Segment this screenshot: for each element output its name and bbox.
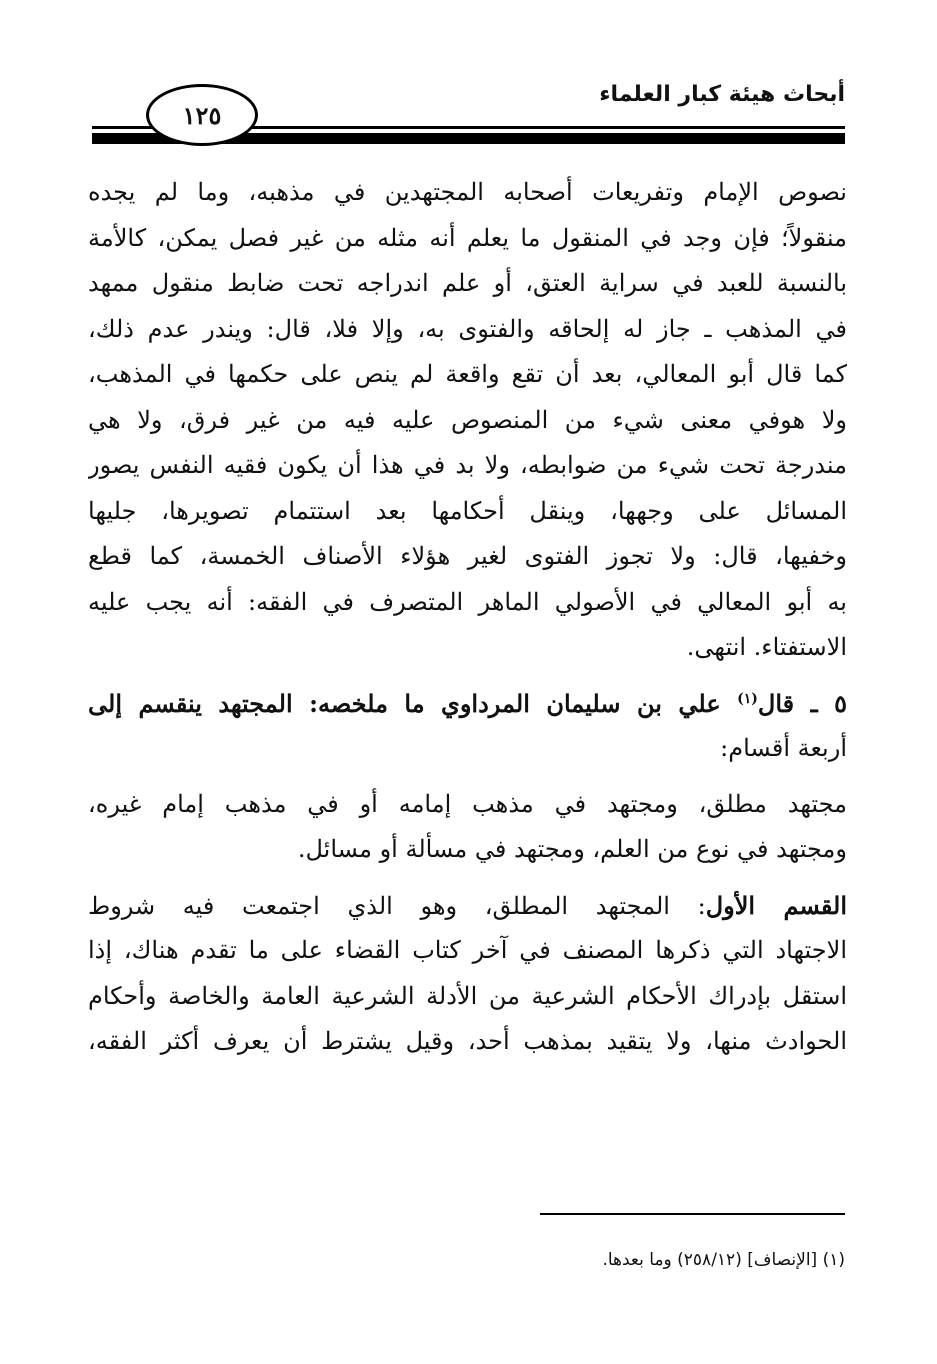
text-line: وخفيها، قال: ولا تجوز الفتوى لغير هؤلاء الأصناف الخمسة، كما قطع — [88, 542, 847, 570]
text-line: نصوص الإمام وتفريعات أصحابه المجتهدين في مذهبه، وما لم يجده — [88, 178, 847, 206]
paragraph-1 — [88, 170, 847, 671]
text-line: الحوادث منها، ولا يتقيد بمذهب أحد، وقيل يشترط أن يعرف أكثر الفقه، — [88, 1027, 847, 1055]
text-line: الاستفتاء. انتهى. — [686, 633, 847, 661]
footnote-ref: (١) — [737, 690, 758, 707]
text-line — [88, 681, 847, 727]
text-line: منقولاً؛ فإن وجد في المنقول ما يعلم أنه مثله من غير فصل يمكن، كالأمة — [88, 223, 847, 252]
text-line: أربعة أقسام: — [720, 734, 847, 762]
section-number: ٥ ـ قال — [757, 688, 847, 718]
paragraph-3 — [88, 782, 847, 873]
footnote-rule — [540, 1213, 845, 1215]
paragraph-4 — [88, 883, 847, 1065]
section-lead-rest: : المجتهد المطلق، وهو الذي اجتمعت فيه شروط — [88, 891, 706, 920]
text-line: بالنسبة للعبد في سراية العتق، أو علم اندراجه تحت ضابط منقول ممهد — [88, 269, 847, 297]
text-line: في المذهب ـ جاز له إلحاقه والفتوى به، وإلا فلا، قال: ويندر عدم ذلك، — [88, 314, 847, 343]
text-line: مندرجة تحت شيء من ضوابطه، ولا بد في هذا أن يكون فقيه النفس يصور — [88, 451, 847, 479]
text-line: ولا هوفي معنى شيء من المنصوص عليه فيه من غير فرق، ولا هي — [88, 405, 847, 434]
footnote: (١) [الإنصاف] (٢٥٨/١٢) وما بعدها. — [602, 1250, 845, 1270]
text-line: مجتهد مطلق، ومجتهد في مذهب إمامه أو في مذهب إمام غيره، — [88, 789, 847, 818]
paragraph-2 — [88, 681, 847, 772]
text-line: كما قال أبو المعالي، بعد أن تقع واقعة لم ينص على حكمها في المذهب، — [88, 360, 847, 388]
page-header-title: أبحاث هيئة كبار العلماء — [599, 82, 845, 107]
page-number-oval — [146, 84, 258, 146]
body-text — [88, 170, 847, 1065]
page-number: ١٢٥ — [182, 100, 222, 130]
section-lead: القسم الأول — [705, 890, 847, 920]
text-line: الاجتهاد التي ذكرها المصنف في آخر كتاب القضاء على ما تقدم هناك، إذا — [88, 936, 847, 964]
text-line: استقل بإدراك الأحكام الشرعية من الأدلة الشرعية العامة والخاصة وأحكام — [88, 981, 847, 1010]
section-heading-text: علي بن سليمان المرداوي ما ملخصه: المجتهد ينقسم إلى — [88, 688, 738, 718]
text-line — [88, 883, 847, 929]
text-line: به أبو المعالي في الأصولي الماهر المتصرف في الفقه: أنه يجب عليه — [88, 587, 847, 616]
text-line: المسائل على وجهها، وينقل أحكامها بعد استتمام تصويرها، جليها — [88, 496, 847, 525]
text-line: ومجتهد في نوع من العلم، ومجتهد في مسألة أو مسائل. — [297, 835, 847, 863]
